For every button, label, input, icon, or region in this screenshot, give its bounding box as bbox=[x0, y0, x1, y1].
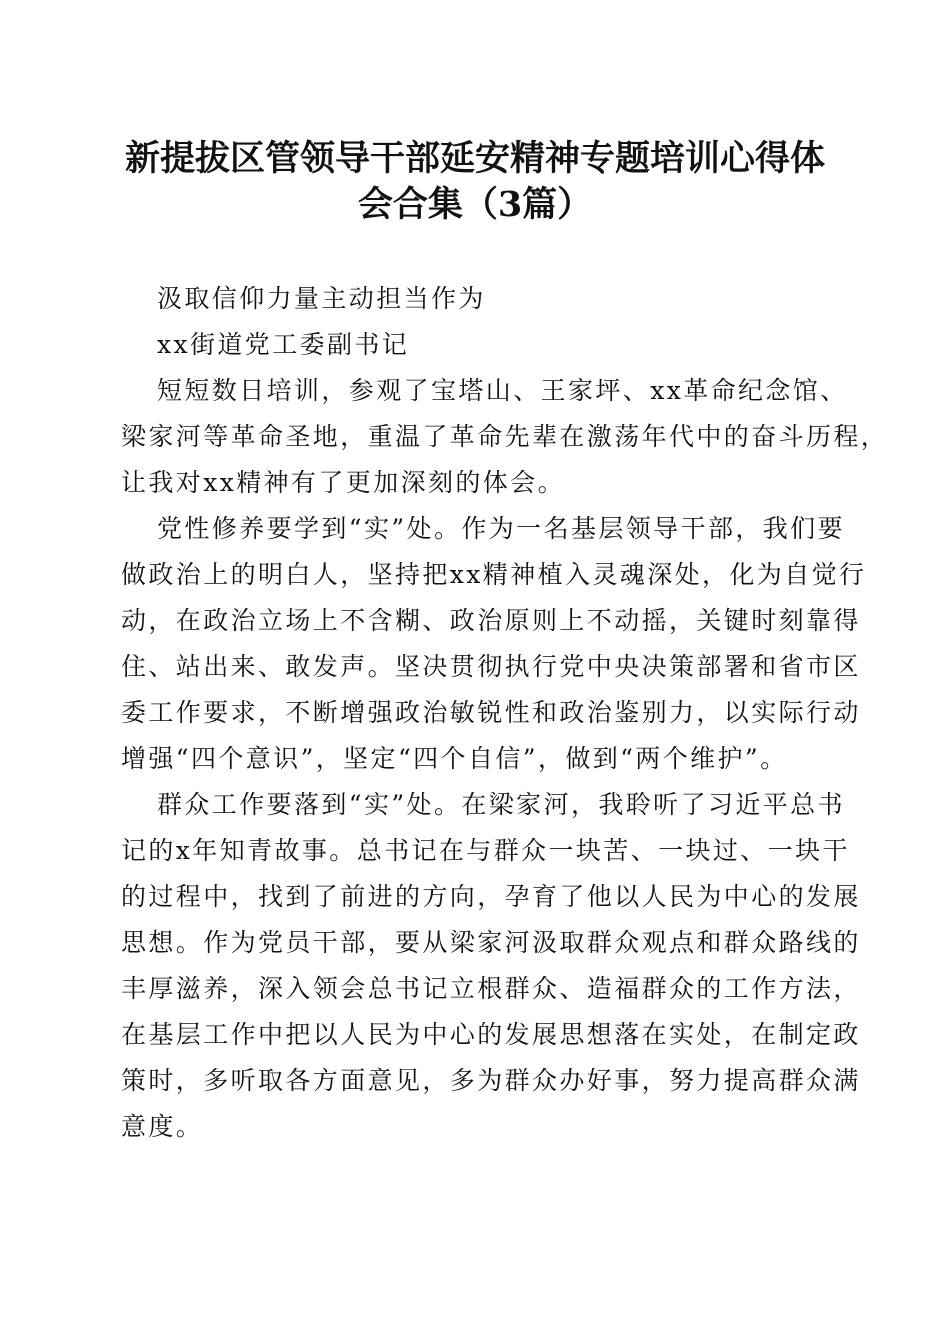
text-line: 的过程中，找到了前进的方向，孕育了他以人民为中心的发展 bbox=[121, 882, 861, 911]
paragraph-3 bbox=[121, 782, 861, 1150]
text-line: 在基层工作中把以人民为中心的发展思想落在实处，在制定政 bbox=[121, 1020, 861, 1049]
text-line: 让我对xx精神有了更加深刻的体会。 bbox=[121, 468, 565, 497]
text-line: 党性修养要学到“实”处。作为一名基层领导干部，我们要 bbox=[157, 514, 845, 543]
text-line: 丰厚滋养，深入领会总书记立根群众、造福群众的工作方法， bbox=[121, 974, 861, 1003]
paragraph-2 bbox=[121, 506, 867, 782]
text-line: 做政治上的明白人，坚持把xx精神植入灵魂深处，化为自觉行 bbox=[121, 560, 867, 589]
title-line: 会合集（3篇） bbox=[357, 184, 593, 225]
text-line: 梁家河等革命圣地，重温了革命先辈在激荡年代中的奋斗历程， bbox=[121, 422, 889, 451]
text-line: 增强“四个意识”，坚定“四个自信”，做到“两个维护”。 bbox=[121, 744, 788, 773]
article-author: xx街道党工委副书记 bbox=[157, 330, 410, 359]
text-line: 住、站出来、敢发声。坚决贯彻执行党中央决策部署和省市区 bbox=[121, 652, 861, 681]
text-line: 思想。作为党员干部，要从梁家河汲取群众观点和群众路线的 bbox=[121, 928, 861, 957]
paragraph-1 bbox=[121, 368, 889, 506]
text-line: 意度。 bbox=[121, 1112, 204, 1141]
article-subtitle: 汲取信仰力量主动担当作为 bbox=[157, 284, 486, 313]
text-line: 动，在政治立场上不含糊、政治原则上不动摇，关键时刻靠得 bbox=[121, 606, 861, 635]
title-line: 新提拔区管领导干部延安精神专题培训心得体 bbox=[124, 138, 825, 179]
text-line: 群众工作要落到“实”处。在梁家河，我聆听了习近平总书 bbox=[157, 790, 845, 819]
text-line: 短短数日培训，参观了宝塔山、王家坪、xx革命纪念馆、 bbox=[157, 376, 848, 405]
document-body bbox=[121, 276, 889, 1150]
text-line: 策时，多听取各方面意见，多为群众办好事，努力提高群众满 bbox=[121, 1066, 861, 1095]
text-line: 委工作要求，不断增强政治敏锐性和政治鉴别力，以实际行动 bbox=[121, 698, 861, 727]
document-title bbox=[110, 136, 840, 228]
text-line: 记的x年知青故事。总书记在与群众一块苦、一块过、一块干 bbox=[121, 836, 850, 865]
